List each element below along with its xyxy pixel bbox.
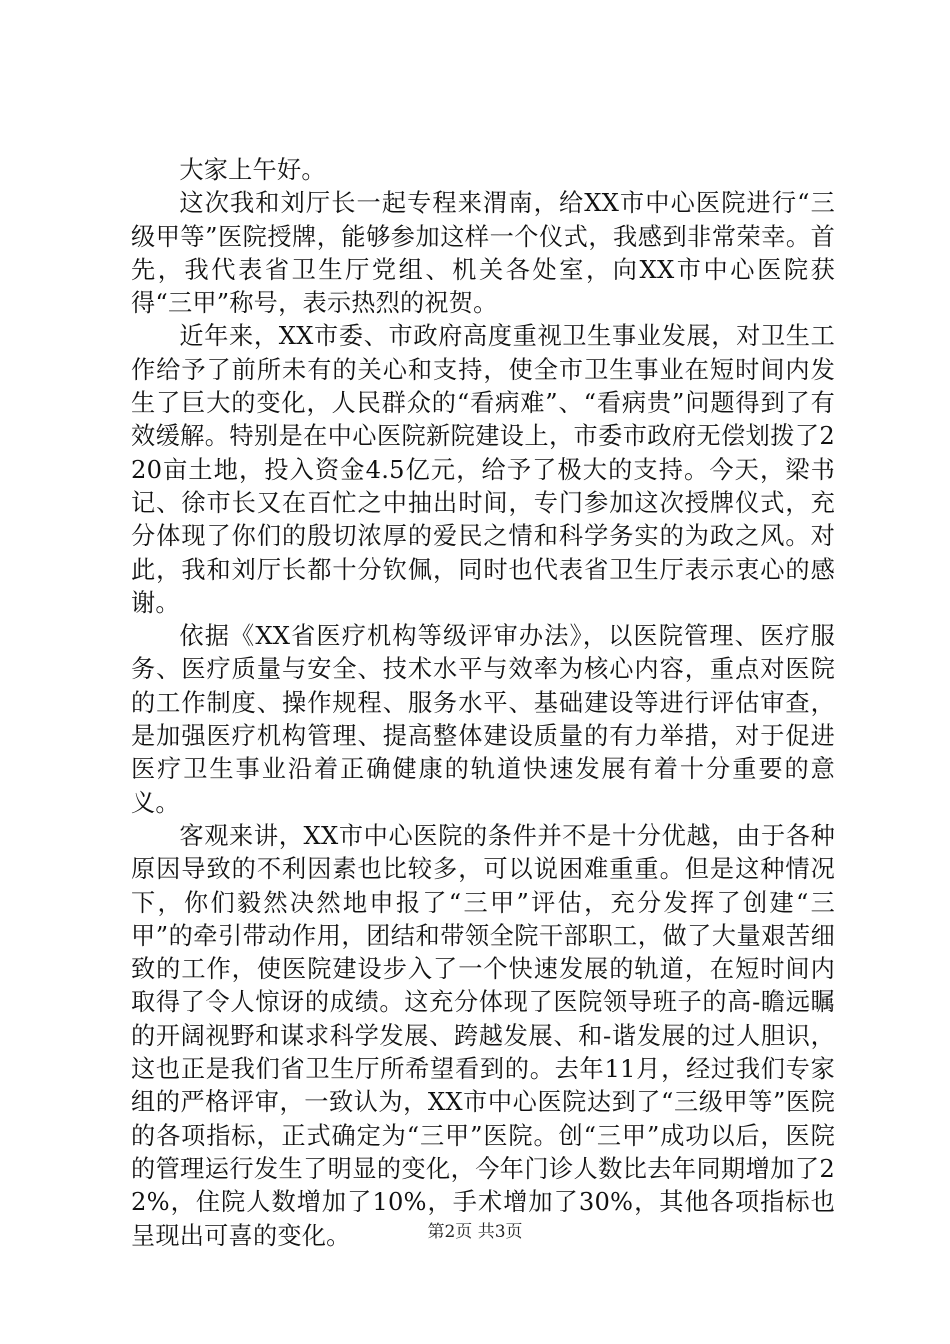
document-body: [131, 154, 835, 1253]
paragraph-achievement: 客观来讲，XX市中心医院的条件并不是十分优越，由于各种原因导致的不利因素也比较多，可以说困难重重。但是这种情况下，你们毅然决然地申报了“三甲”评估，充分发挥了创建“三甲”的牵引带动作用，团结和带领全院干部职工，做了大量艰苦细致的工作，使医院建设步入了一个快速发展的轨道，在短时间内取得了令人惊讶的成绩。这充分体现了医院领导班子的高-瞻远瞩的开阔视野和谋求科学发展、跨越发展、和-谐发展的过人胆识，这也正是我们省卫生厅所希望看到的。去年11月，经过我们专家组的严格评审，一致认为，XX市中心医院达到了“三级甲等”医院的各项指标，正式确定为“三甲”医院。创“三甲”成功以后，医院的管理运行发生了明显的变化，今年门诊人数比去年同期增加了22%，住院人数增加了10%，手术增加了30%，其他各项指标也呈现出可喜的变化。: [131, 821, 835, 1250]
page-footer: 第2页 共3页: [427, 1222, 523, 1242]
paragraph-opening: 这次我和刘厅长一起专程来渭南，给XX市中心医院进行“三级甲等”医院授牌，能够参加这样一个仪式，我感到非常荣幸。首先，我代表省卫生厅党组、机关各处室，向XX市中心医院获得“三甲”称号，表示热烈的祝贺。: [131, 189, 835, 318]
paragraph-greeting: 大家上午好。: [179, 156, 326, 184]
paragraph-evaluation: 依据《XX省医疗机构等级评审办法》，以医院管理、医疗服务、医疗质量与安全、技术水平与效率为核心内容，重点对医院的工作制度、操作规程、服务水平、基础建设等进行评估审查，是加强医疗机构管理、提高整体建设质量的有力举措，对于促进医疗卫生事业沿着正确健康的轨道快速发展有着十分重要的意义。: [131, 622, 835, 817]
paragraph-support: 近年来，XX市委、市政府高度重视卫生事业发展，对卫生工作给予了前所未有的关心和支持，使全市卫生事业在短时间内发生了巨大的变化，人民群众的“看病难”、“看病贵”问题得到了有效缓解。特别是在中心医院新院建设上，市委市政府无偿划拨了220亩土地，投入资金4.5亿元，给予了极大的支持。今天，梁书记、徐市长又在百忙之中抽出时间，专门参加这次授牌仪式，充分体现了你们的殷切浓厚的爱民之情和科学务实的为政之风。对此，我和刘厅长都十分钦佩，同时也代表省卫生厅表示衷心的感谢。: [131, 322, 835, 617]
